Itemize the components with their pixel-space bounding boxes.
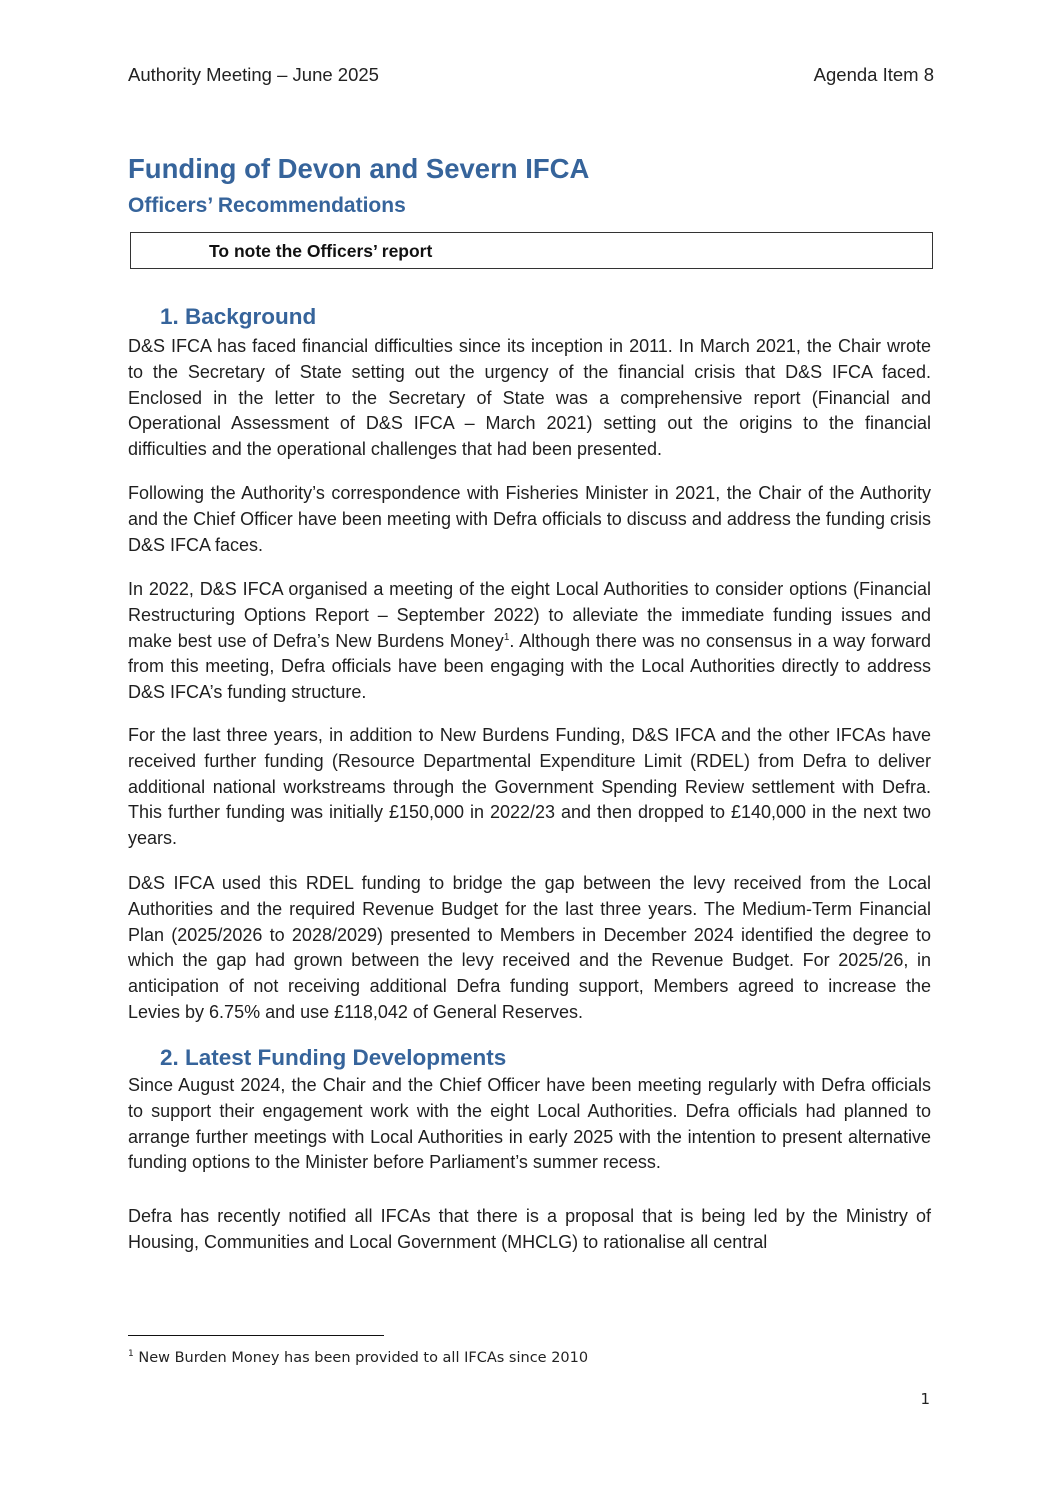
- page-header: [128, 64, 934, 86]
- section-heading-latest-funding: 2. Latest Funding Developments: [160, 1045, 507, 1070]
- document-subtitle: Officers’ Recommendations: [128, 194, 406, 217]
- background-paragraph-1: D&S IFCA has faced financial difficulties since its inception in 2011. In March 2021, the Chair wrote to the Secretary of State setting out the urgency of the financial crisis that D&S IFCA faced. Enclosed in the letter to the Secretary of State was a comprehensive report (Financial and Operational Assessment of D&S IFCA – March 2021) setting out the origins to the financial difficulties and the operational challenges that had been presented.: [128, 336, 931, 460]
- header-agenda-item: Agenda Item 8: [813, 64, 934, 85]
- footnote-marker: 1: [128, 1349, 134, 1360]
- footnote: [128, 1350, 588, 1366]
- background-paragraph-5: D&S IFCA used this RDEL funding to bridge the gap between the levy received from the Local Authorities and the required Revenue Budget for the last three years. The Medium-Term Financial Plan (2025/2026 to 2028/2029) presented to Members in December 2024 identified the degree to which the gap had grown between the levy received and the Revenue Budget. For 2025/26, in anticipation of not receiving additional Defra funding support, Members agreed to increase the Levies by 6.75% and use £118,042 of General Reserves.: [128, 873, 931, 1022]
- section-heading-background: 1. Background: [160, 304, 317, 329]
- latest-funding-paragraph-1: Since August 2024, the Chair and the Chief Officer have been meeting regularly with Defra officials to support their engagement work with the eight Local Authorities. Defra officials had planned to arrange further meetings with Local Authorities in early 2025 with the intention to present alternative funding options to the Minister before Parliament’s summer recess.: [128, 1075, 931, 1173]
- document-title: Funding of Devon and Severn IFCA: [128, 153, 590, 184]
- background-paragraph-3-tail: . Although there was no consensus in a way forward from this meeting, Defra officials have been engaging with the Local Authorities directly to address D&S IFCA’s funding structure.: [128, 630, 931, 703]
- background-paragraph-2: Following the Authority’s correspondence with Fisheries Minister in 2021, the Chair of the Authority and the Chief Officer have been meeting with Defra officials to discuss and address the funding crisis D&S IFCA faces.: [128, 483, 931, 555]
- recommendation-text: To note the Officers’ report: [209, 241, 433, 261]
- background-paragraph-3: [128, 577, 931, 706]
- background-paragraph-4: For the last three years, in addition to New Burdens Funding, D&S IFCA and the other IFCAs have received further funding (Resource Departmental Expenditure Limit (RDEL) from Defra to deliver additional national workstreams through the Government Spending Review settlement with Defra. This further funding was initially £150,000 in 2022/23 and then dropped to £140,000 in the next two years.: [128, 725, 931, 849]
- footnote-text: New Burden Money has been provided to all IFCAs since 2010: [133, 1350, 589, 1366]
- page-number: 1: [920, 1390, 930, 1408]
- header-meeting: Authority Meeting – June 2025: [128, 64, 379, 85]
- latest-funding-paragraph-2: Defra has recently notified all IFCAs that there is a proposal that is being led by the Ministry of Housing, Communities and Local Government (MHCLG) to rationalise all central: [128, 1206, 931, 1252]
- background-paragraph-3-text: In 2022, D&S IFCA organised a meeting of the eight Local Authorities to consider options (Financial Restructuring Options Report – September 2022) to alleviate the immediate funding issues and make best use of Defra’s New Burdens Money: [128, 579, 931, 651]
- footnote-reference[interactable]: 1: [503, 631, 510, 643]
- footnote-separator: [128, 1335, 384, 1336]
- recommendation-box: [130, 232, 933, 269]
